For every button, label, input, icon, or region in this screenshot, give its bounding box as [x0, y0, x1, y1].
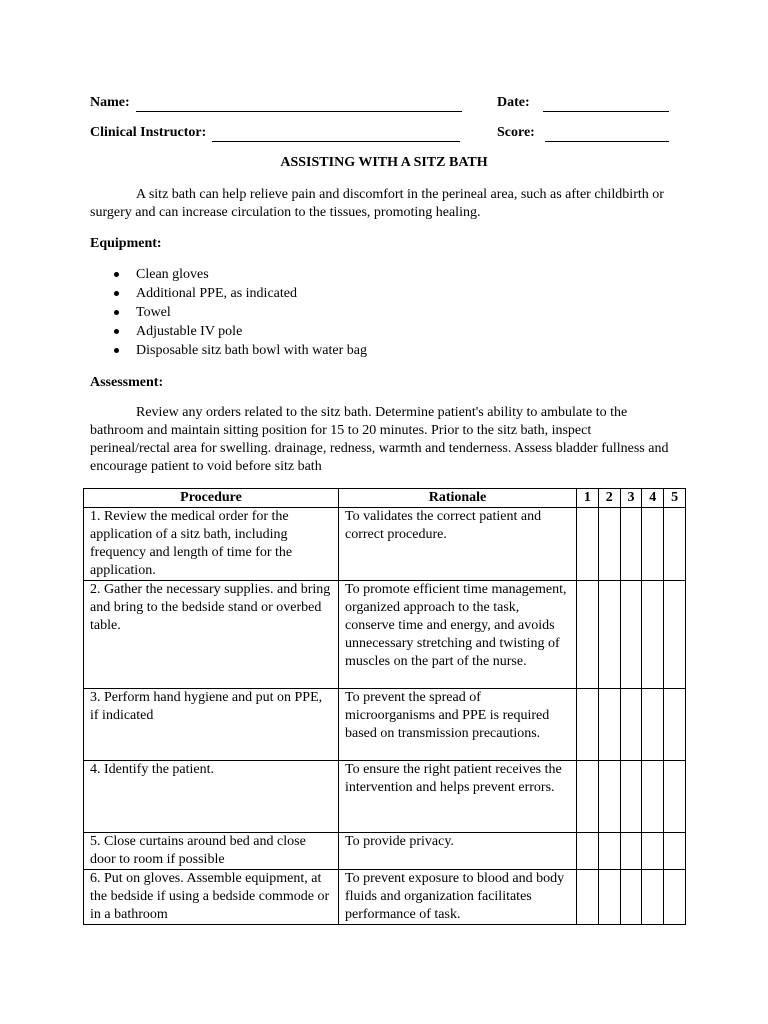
instructor-score-row: [90, 124, 680, 144]
score-cell[interactable]: [664, 689, 686, 761]
document-title: ASSISTING WITH A SITZ BATH: [280, 155, 488, 170]
rationale-cell: To ensure the right patient receives the intervention and helps prevent errors.: [339, 761, 577, 833]
score-cell[interactable]: [620, 581, 642, 689]
date-field[interactable]: [497, 94, 669, 112]
score-column-header-4: 4: [642, 489, 664, 508]
rationale-cell: To prevent exposure to blood and body fluids and organization facilitates performance of task.: [339, 870, 577, 925]
equipment-item-label: Adjustable IV pole: [136, 324, 243, 339]
score-cell[interactable]: [664, 761, 686, 833]
score-cell[interactable]: [598, 761, 620, 833]
list-item: [90, 341, 367, 360]
procedure-cell: 3. Perform hand hygiene and put on PPE, if indicated: [84, 689, 339, 761]
score-column-header-3: 3: [620, 489, 642, 508]
procedure-cell: 5. Close curtains around bed and close door to room if possible: [84, 833, 339, 870]
score-cell[interactable]: [577, 833, 599, 870]
score-column-header-1: 1: [577, 489, 599, 508]
intro-paragraph: A sitz bath can help relieve pain and discomfort in the perineal area, such as after childbirth or surgery and can increase circulation to the tissues, promoting healing.: [90, 187, 664, 220]
list-item: [90, 322, 367, 341]
score-cell[interactable]: [577, 689, 599, 761]
name-field[interactable]: [90, 94, 462, 112]
equipment-list: [90, 265, 367, 360]
score-cell[interactable]: [598, 689, 620, 761]
score-cell[interactable]: [664, 581, 686, 689]
bullet-icon: [114, 348, 119, 353]
score-cell[interactable]: [577, 761, 599, 833]
score-column-header-2: 2: [598, 489, 620, 508]
table-row: [84, 761, 686, 833]
rationale-cell: To prevent the spread of microorganisms and PPE is required based on transmission precautions.: [339, 689, 577, 761]
rationale-column-header: Rationale: [339, 489, 577, 508]
list-item: [90, 303, 367, 322]
bullet-icon: [114, 291, 119, 296]
score-cell[interactable]: [620, 833, 642, 870]
score-cell[interactable]: [620, 689, 642, 761]
date-label: Date:: [497, 95, 530, 110]
list-item: [90, 265, 367, 284]
equipment-item-label: Towel: [136, 305, 171, 320]
score-label: Score:: [497, 125, 535, 140]
list-item: [90, 284, 367, 303]
rationale-cell: To validates the correct patient and correct procedure.: [339, 508, 577, 581]
score-column-header-5: 5: [664, 489, 686, 508]
bullet-icon: [114, 272, 119, 277]
score-cell[interactable]: [664, 870, 686, 925]
score-cell[interactable]: [598, 833, 620, 870]
score-cell[interactable]: [577, 508, 599, 581]
equipment-item-label: Clean gloves: [136, 267, 209, 282]
score-cell[interactable]: [642, 870, 664, 925]
score-blank-line[interactable]: [545, 129, 669, 142]
table-row: [84, 689, 686, 761]
score-cell[interactable]: [620, 870, 642, 925]
rationale-cell: To promote efficient time management, organized approach to the task, conserve time and energy, and avoids unnecessary stretching and twisting of muscles on the part of the nurse.: [339, 581, 577, 689]
table-row: [84, 508, 686, 581]
bullet-icon: [114, 329, 119, 334]
table-row: [84, 870, 686, 925]
score-field[interactable]: [497, 124, 669, 142]
score-cell[interactable]: [642, 581, 664, 689]
score-cell[interactable]: [642, 833, 664, 870]
name-blank-line[interactable]: [136, 99, 462, 112]
score-cell[interactable]: [598, 508, 620, 581]
rationale-cell: To provide privacy.: [339, 833, 577, 870]
procedure-cell: 6. Put on gloves. Assemble equipment, at the bedside if using a bedside commode or in a bathroom: [84, 870, 339, 925]
score-cell[interactable]: [620, 761, 642, 833]
assessment-paragraph: Review any orders related to the sitz bath. Determine patient's ability to ambulate to the bathroom and maintain sitting position for 15 to 20 minutes. Prior to the sitz bath, inspect perineal/rectal area for swelling. drainage, redness, warmth and tenderness. Assess bladder fullness and encourage patient to void before sitz bath: [90, 405, 669, 474]
procedure-cell: 4. Identify the patient.: [84, 761, 339, 833]
score-cell[interactable]: [664, 833, 686, 870]
score-cell[interactable]: [598, 581, 620, 689]
score-cell[interactable]: [642, 689, 664, 761]
bullet-icon: [114, 310, 119, 315]
date-blank-line[interactable]: [543, 99, 669, 112]
equipment-item-label: Additional PPE, as indicated: [136, 286, 297, 301]
score-cell[interactable]: [577, 581, 599, 689]
table-row: [84, 833, 686, 870]
table-row: [84, 581, 686, 689]
equipment-item-label: Disposable sitz bath bowl with water bag: [136, 343, 367, 358]
instructor-label: Clinical Instructor:: [90, 125, 207, 140]
name-label: Name:: [90, 95, 130, 110]
assessment-heading: Assessment:: [90, 375, 164, 390]
score-cell[interactable]: [642, 508, 664, 581]
instructor-blank-line[interactable]: [212, 129, 460, 142]
score-cell[interactable]: [642, 761, 664, 833]
procedure-cell: 2. Gather the necessary supplies. and bring and bring to the bedside stand or overbed table.: [84, 581, 339, 689]
score-cell[interactable]: [598, 870, 620, 925]
procedure-column-header: Procedure: [84, 489, 339, 508]
score-cell[interactable]: [577, 870, 599, 925]
instructor-field[interactable]: [90, 124, 460, 142]
equipment-heading: Equipment:: [90, 236, 162, 251]
score-cell[interactable]: [664, 508, 686, 581]
procedure-table: [83, 488, 686, 925]
name-date-row: [90, 94, 680, 114]
procedure-cell: 1. Review the medical order for the application of a sitz bath, including frequency and length of time for the application.: [84, 508, 339, 581]
table-header-row: [84, 489, 686, 508]
score-cell[interactable]: [620, 508, 642, 581]
